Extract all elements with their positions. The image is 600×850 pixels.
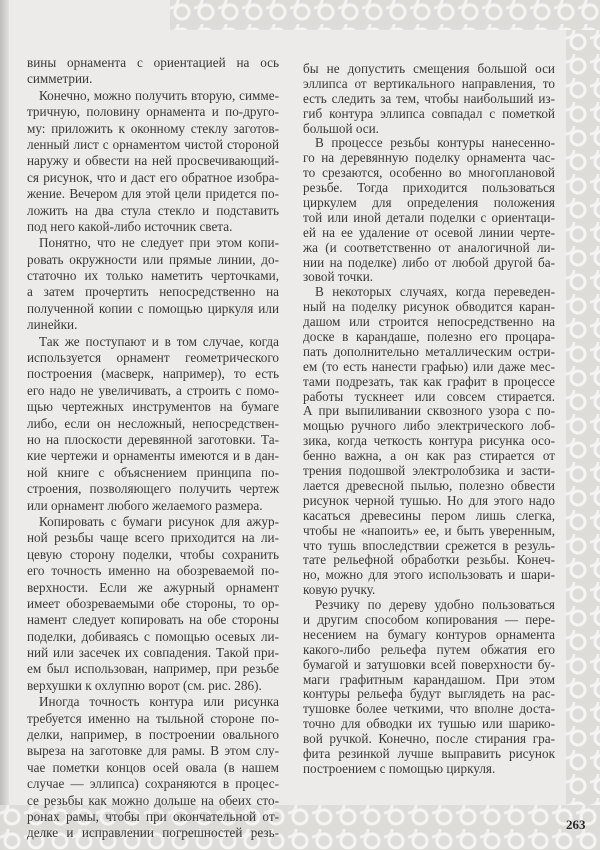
ornament-border-top bbox=[170, 0, 600, 30]
paragraph bbox=[303, 62, 555, 136]
text-line: несением на бумагу контуров орнамента bbox=[303, 627, 555, 642]
text-line: построением с помощью циркуля. bbox=[303, 761, 496, 776]
text-line: чтобы не «напоить» ее, и быть уверенным, bbox=[303, 523, 555, 538]
text-line: чае пометки концов осей овала (в нашем bbox=[27, 759, 279, 775]
text-line: лается древесной пылью, полезно обвести bbox=[303, 478, 555, 493]
paragraph bbox=[303, 136, 555, 285]
text-line: се резьбы как можно дольше на обеих сто- bbox=[27, 792, 279, 808]
paragraph bbox=[27, 88, 279, 236]
text-line: В некоторых случаях, когда переведен- bbox=[315, 285, 555, 300]
text-line: линейки. bbox=[27, 317, 78, 333]
text-line: Конечно, можно получить вторую, симме- bbox=[39, 87, 279, 103]
text-line: тричную, половину орнамента и по-друго- bbox=[27, 104, 279, 120]
text-line: строения, позволяющего получить чертеж bbox=[27, 481, 279, 497]
paragraph bbox=[27, 694, 279, 842]
text-line: верхушки к охлупню ворот (см. рис. 286). bbox=[27, 677, 262, 693]
text-line: той или иной детали поделки с ориентаци- bbox=[303, 210, 555, 225]
text-line: А при выпиливании сквозного узора с по- bbox=[303, 404, 555, 419]
text-line: построения (масверк, например), то есть bbox=[27, 366, 279, 382]
text-line: нии на поделке) либо от любой другой ба- bbox=[303, 255, 555, 270]
text-line: случае — эллипса) сохраняются в процес- bbox=[27, 776, 279, 792]
text-line: гиб контура эллипса совпадал с пометкой bbox=[303, 106, 555, 121]
text-line: тушовке более четкими, что вполне доста- bbox=[303, 702, 555, 717]
text-line: бенно важна, а он как раз стирается от bbox=[303, 449, 555, 464]
text-line: ковую ручку. bbox=[303, 583, 376, 598]
text-line: или орнамент любого желаемого размера. bbox=[27, 497, 263, 513]
text-line: ровать окружности или прямые линии, до- bbox=[27, 251, 279, 267]
text-line: жение. Вечером для этой цели придется по- bbox=[27, 186, 279, 202]
text-line: Понятно, что не следует при этом копи- bbox=[39, 235, 279, 251]
text-line: щью чертежных инструментов на бумаге bbox=[27, 399, 279, 415]
paragraph bbox=[303, 598, 555, 777]
text-line: ем (то есть нанести графью) или даже мес- bbox=[303, 359, 555, 374]
text-line: какого-либо рельефа путем обжатия его bbox=[303, 642, 555, 657]
text-line: что тушь впоследствии срежется в резуль- bbox=[303, 538, 555, 553]
text-line: большой оси. bbox=[303, 121, 379, 136]
text-line: цевую сторону поделки, чтобы сохранить bbox=[27, 546, 279, 562]
text-line: циркулем для определения положения bbox=[303, 196, 555, 211]
text-line: точно для обводки их тушью или шарико- bbox=[303, 717, 555, 732]
paragraph bbox=[27, 514, 279, 694]
text-line: жа (и соответственно от аналогичной ли- bbox=[303, 240, 555, 255]
text-line: маги графитным карандашом. При этом bbox=[303, 672, 555, 687]
text-line: Так же поступают и в том случае, когда bbox=[39, 333, 279, 349]
text-line: его точность именно на обозреваемой по- bbox=[27, 563, 279, 579]
text-line: симметрии. bbox=[27, 71, 93, 87]
text-line: есть следить за тем, чтобы наибольший из- bbox=[303, 91, 555, 106]
text-line: тате рельефной обработки резьбы. Конеч- bbox=[303, 553, 555, 568]
text-line: выреза на заготовке для рамы. В этом слу- bbox=[27, 743, 279, 759]
text-line: полученной копии с помощью циркуля или bbox=[27, 300, 279, 316]
paragraph bbox=[303, 285, 555, 598]
text-line: вины орнамента с ориентацией на ось bbox=[27, 55, 279, 70]
text-line: намент следует копировать на обе стороны bbox=[27, 612, 279, 628]
text-line: либо, если он несложный, непосредствен- bbox=[27, 415, 279, 431]
text-line: поделки, добиваясь с помощью осевых ли- bbox=[27, 628, 279, 644]
text-line: тами подрезать, так как графит в процессе bbox=[303, 374, 555, 389]
text-line: бумагой и затушовки всей поверхности бу- bbox=[303, 657, 555, 672]
text-line: требуется именно на тыльной стороне по- bbox=[27, 710, 279, 726]
ornament-border-right bbox=[566, 30, 600, 810]
page-gutter-shadow bbox=[0, 0, 9, 850]
text-line: то срезаются, особенно во многоплановой bbox=[303, 166, 555, 181]
text-line: Резчику по дереву удобно пользоваться bbox=[315, 598, 555, 613]
text-line: ложить на два стула стекло и подставить bbox=[27, 202, 279, 218]
text-line: ленный лист с орнаментом чистой стороной bbox=[27, 136, 279, 152]
text-line: бы не допустить смещения большой оси bbox=[303, 62, 555, 76]
text-line: ной резьбы чаще всего приходится на ли- bbox=[27, 530, 279, 546]
text-line: делки, например, в построении овального bbox=[27, 727, 279, 743]
text-line: пать дополнительно металлическим остри- bbox=[303, 344, 555, 359]
text-line: ронах рамы, чтобы при окончательной от- bbox=[27, 808, 279, 824]
text-line: дашом или строится непосредственно на bbox=[303, 315, 555, 330]
text-line: и другим способом копирования — пере- bbox=[303, 612, 555, 627]
text-line: доске в карандаше, полезно его процара- bbox=[303, 330, 555, 345]
text-line: му: приложить к оконному стеклу заготов- bbox=[27, 120, 279, 136]
paragraph bbox=[27, 55, 279, 88]
text-line: рисунок черной тушью. Но для этого надо bbox=[303, 493, 555, 508]
text-line: трения подошвой электролобзика и засти- bbox=[303, 464, 555, 479]
text-line: фита резинкой лучше выправить рисунок bbox=[303, 746, 555, 761]
text-line: а затем прочертить непосредственно на bbox=[27, 284, 279, 300]
text-line: ный на поделку рисунок обводится каран- bbox=[303, 300, 555, 315]
text-line: делке и исправлении погрешностей резь- bbox=[27, 825, 279, 841]
text-line: вой ручкой. Конечно, после стирания гра- bbox=[303, 732, 555, 747]
text-line: ем был использован, например, при резьбе bbox=[27, 661, 279, 677]
text-line: наружу и обвести на ней просвечивающий- bbox=[27, 153, 279, 169]
paragraph bbox=[27, 235, 279, 333]
text-line: но, можно для этого использовать и шари- bbox=[303, 568, 555, 583]
text-line: контуры рельефа будут выглядеть на рас- bbox=[303, 687, 555, 702]
text-line: касаться древесины пером лишь слегка, bbox=[303, 508, 555, 523]
text-line: ной книге с объяснением принципа по- bbox=[27, 464, 279, 480]
text-line: эллипса от вертикального направления, то bbox=[303, 76, 555, 91]
text-line: мощью ручного либо электрического лоб- bbox=[303, 419, 555, 434]
text-line: Иногда точность контура или рисунка bbox=[39, 694, 279, 710]
text-line: под него какой-либо источник света. bbox=[27, 218, 233, 234]
text-line: зовой точки. bbox=[303, 270, 374, 285]
text-line: кие чертежи и орнаменты имеются и в дан- bbox=[27, 448, 279, 464]
page-number: 263 bbox=[566, 817, 586, 832]
text-line: ей на ее удаление от осевой линии черте- bbox=[303, 225, 555, 240]
text-line: зика, когда четкость контура рисунка осо- bbox=[303, 434, 555, 449]
paragraph bbox=[27, 334, 279, 514]
text-column-left bbox=[27, 55, 279, 842]
text-line: имеет обозреваемыми обе стороны, то ор- bbox=[27, 595, 279, 611]
text-line: статочно их только наметить черточками, bbox=[27, 268, 279, 284]
text-line: ний или засечек их совпадения. Такой при- bbox=[27, 645, 279, 661]
text-column-right bbox=[303, 62, 555, 777]
text-line: Копировать с бумаги рисунок для ажур- bbox=[39, 513, 279, 529]
text-line: но на плоскости деревянной заготовки. Та- bbox=[27, 431, 279, 447]
text-line: верхности. Если же ажурный орнамент bbox=[27, 579, 279, 595]
text-line: го на деревянную поделку орнамента час- bbox=[303, 151, 555, 166]
text-line: его надо не увеличивать, а строить с помо- bbox=[27, 382, 279, 398]
text-line: В процессе резьбы контуры нанесенно- bbox=[315, 136, 555, 151]
text-line: ся рисунок, что и даст его обратное изобра- bbox=[27, 169, 279, 185]
text-line: работы тускнеет или совсем стирается. bbox=[303, 389, 555, 404]
text-line: резьбе. Тогда приходится пользоваться bbox=[303, 181, 555, 196]
text-line: используется орнамент геометрического bbox=[27, 350, 279, 366]
